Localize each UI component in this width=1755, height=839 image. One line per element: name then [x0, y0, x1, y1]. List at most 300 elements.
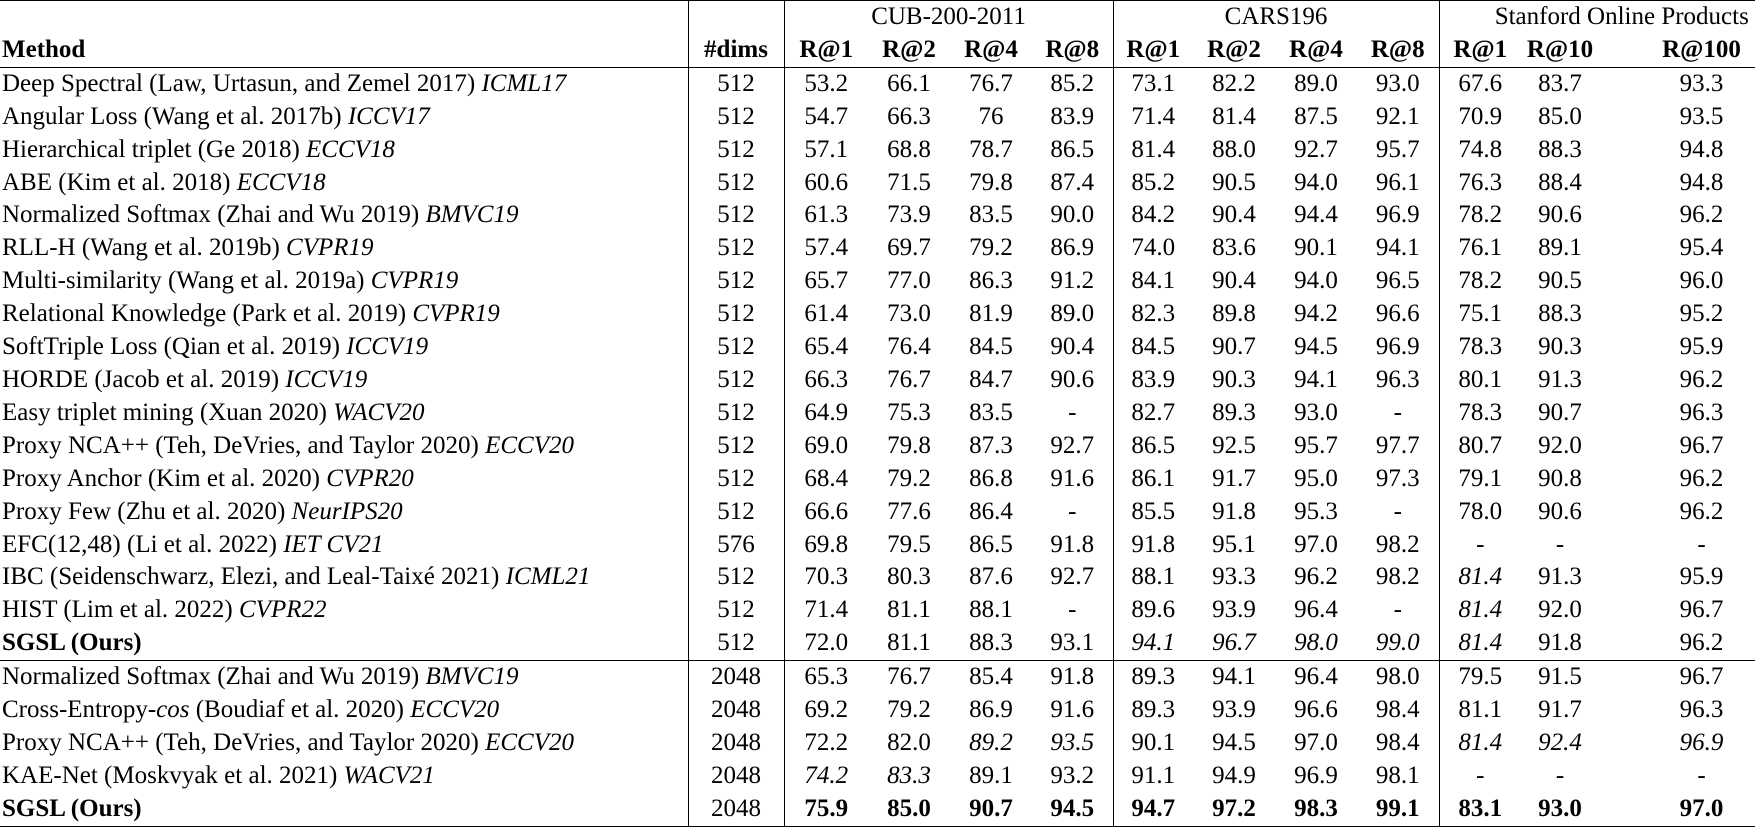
metric-cell: 96.2	[1294, 563, 1338, 591]
method-venue: ECCV18	[306, 135, 395, 163]
metric-cell: 95.9	[1679, 333, 1724, 361]
metric-cell: 83.9	[1113, 364, 1193, 397]
metric-cell: -	[1068, 398, 1077, 426]
metric-cell: 95.3	[1294, 497, 1338, 525]
metric-cell: 95.1	[1212, 530, 1256, 558]
metric-cell: 96.0	[1679, 267, 1724, 295]
method-venue: ICCV19	[346, 333, 429, 361]
metric-cell: 88.3	[1538, 300, 1582, 328]
metric-cell: 92.4	[1538, 728, 1582, 756]
method-name: SGSL (Ours)	[2, 794, 142, 822]
metric-cell: 98.4	[1375, 696, 1420, 724]
column-header-sop-r10: R@10	[1521, 34, 1599, 67]
method-cell	[0, 397, 688, 430]
method-cell	[0, 694, 688, 727]
metric-cell: -	[1393, 596, 1402, 624]
metric-cell: 83.9	[1050, 102, 1095, 130]
metric-cell: 90.4	[1212, 201, 1256, 229]
table-row	[0, 265, 1755, 298]
metric-cell: 91.6	[1050, 696, 1095, 724]
metric-cell: 92.7	[1050, 563, 1095, 591]
method-cell	[0, 627, 688, 660]
method-name: RLL-H (Wang et al. 2019b)	[2, 234, 280, 262]
metric-cell: 83.1	[1439, 793, 1521, 826]
metric-cell: 96.3	[1679, 696, 1724, 724]
method-venue: WACV20	[333, 398, 425, 426]
metric-cell: 81.4	[1113, 134, 1193, 167]
metric-cell: 78.7	[969, 135, 1013, 163]
metric-cell: 96.3	[1375, 365, 1420, 393]
method-cell	[0, 793, 688, 826]
metric-cell: 94.0	[1294, 267, 1338, 295]
metric-cell: 73.9	[887, 201, 931, 229]
metric-cell: 94.1	[1294, 365, 1338, 393]
column-header-method: Method	[0, 34, 688, 67]
metric-cell: 95.7	[1294, 431, 1338, 459]
metric-cell: 95.4	[1679, 234, 1724, 262]
metric-cell: 83.7	[1538, 69, 1582, 97]
metric-cell: 85.4	[950, 661, 1032, 694]
metric-cell: 92.0	[1538, 431, 1582, 459]
metric-cell: 96.9	[1679, 728, 1724, 756]
method-name: Normalized Softmax (Zhai and Wu 2019)	[2, 663, 420, 691]
method-name: KAE-Net (Moskvyak et al. 2021)	[2, 761, 338, 789]
metric-cell: 84.5	[969, 333, 1013, 361]
metric-cell: 81.9	[969, 300, 1013, 328]
metric-cell: 88.1	[969, 596, 1013, 624]
metric-cell: 98.1	[1375, 761, 1420, 789]
metric-cell: 91.6	[1050, 464, 1095, 492]
metric-cell: 64.9	[784, 397, 868, 430]
method-venue: ECCV20	[485, 431, 574, 459]
metric-cell: 95.0	[1294, 464, 1338, 492]
table-row	[0, 496, 1755, 529]
method-venue: IET CV21	[283, 530, 384, 558]
metric-cell: 83.5	[969, 201, 1013, 229]
column-header-dims: #dims	[688, 34, 784, 67]
metric-cell: 70.3	[784, 561, 868, 594]
method-cell	[0, 760, 688, 793]
metric-cell: 53.2	[784, 67, 868, 100]
metric-cell: 89.2	[969, 728, 1013, 756]
metric-cell: 57.4	[784, 232, 868, 265]
method-cell	[0, 134, 688, 167]
metric-cell: 76.3	[1439, 167, 1521, 200]
metric-cell: 89.3	[1113, 661, 1193, 694]
method-name: SGSL (Ours)	[2, 629, 142, 657]
table-row	[0, 463, 1755, 496]
metric-cell: 86.9	[1050, 234, 1095, 262]
metric-cell: 95.2	[1679, 300, 1724, 328]
metric-cell: 92.1	[1375, 102, 1420, 130]
dims-cell: 2048	[688, 760, 784, 793]
metric-cell: 77.0	[887, 267, 931, 295]
dims-cell: 512	[688, 627, 784, 660]
method-name: Angular Loss (Wang et al. 2017b)	[2, 102, 342, 130]
metric-cell: 88.4	[1538, 168, 1582, 196]
metric-cell: 93.5	[1679, 102, 1724, 130]
method-name: Deep Spectral (Law, Urtasun, and Zemel 2017)	[2, 69, 476, 97]
metric-cell: 65.3	[784, 661, 868, 694]
column-header-cars-r1: R@1	[1113, 34, 1193, 67]
method-venue: BMVC19	[425, 201, 519, 229]
column-header-row	[0, 34, 1755, 67]
metric-cell: 90.4	[1212, 267, 1256, 295]
metric-cell: 94.1	[1193, 661, 1275, 694]
metric-cell: 83.5	[969, 398, 1013, 426]
group-header-row	[0, 1, 1755, 34]
table-row	[0, 694, 1755, 727]
metric-cell: 96.9	[1375, 333, 1420, 361]
method-venue: CVPR20	[326, 464, 414, 492]
method-name: SoftTriple Loss (Qian et al. 2019)	[2, 333, 340, 361]
metric-cell: 78.0	[1439, 496, 1521, 529]
metric-cell: 86.5	[1113, 430, 1193, 463]
dims-cell: 512	[688, 199, 784, 232]
metric-cell: 82.0	[887, 728, 931, 756]
metric-cell: 74.8	[1439, 134, 1521, 167]
metric-cell: 96.4	[1294, 596, 1338, 624]
dims-cell: 2048	[688, 793, 784, 826]
metric-cell: 96.7	[1599, 661, 1755, 694]
metric-cell: 86.3	[969, 267, 1013, 295]
table-row	[0, 199, 1755, 232]
method-cell	[0, 298, 688, 331]
method-name: Proxy Anchor (Kim et al. 2020)	[2, 464, 321, 492]
metric-cell: 96.9	[1375, 201, 1420, 229]
metric-cell: 71.4	[784, 594, 868, 627]
metric-cell: 86.5	[969, 530, 1013, 558]
metric-cell: 93.9	[1212, 696, 1256, 724]
metric-cell: 79.1	[1439, 463, 1521, 496]
table-row	[0, 364, 1755, 397]
metric-cell: 66.6	[784, 496, 868, 529]
metric-cell: 92.7	[1050, 431, 1095, 459]
column-header-sop-r100: R@100	[1599, 34, 1755, 67]
metric-cell: 82.3	[1113, 298, 1193, 331]
method-cell	[0, 199, 688, 232]
metric-cell: 97.0	[1599, 793, 1755, 826]
method-cell	[0, 463, 688, 496]
metric-cell: 75.1	[1439, 298, 1521, 331]
group-header-cub: CUB-200-2011	[784, 1, 1113, 34]
metric-cell: 93.0	[1521, 793, 1599, 826]
metric-cell: 87.6	[969, 563, 1013, 591]
dims-cell: 2048	[688, 727, 784, 760]
metric-cell: 90.6	[1538, 497, 1582, 525]
method-cell	[0, 101, 688, 134]
metric-cell: 86.4	[969, 497, 1013, 525]
metric-cell: 89.0	[1050, 300, 1095, 328]
metric-cell: 96.7	[1679, 431, 1724, 459]
metric-cell: 81.4	[1439, 627, 1521, 660]
metric-cell: 91.3	[1538, 365, 1582, 393]
table-row	[0, 167, 1755, 200]
metric-cell: 79.2	[887, 464, 931, 492]
metric-cell: 82.7	[1113, 397, 1193, 430]
metric-cell: 84.2	[1113, 199, 1193, 232]
metric-cell: 89.3	[1212, 398, 1256, 426]
results-table-body	[0, 67, 1755, 826]
metric-cell: 72.2	[784, 727, 868, 760]
table-row	[0, 298, 1755, 331]
metric-cell: 81.1	[1439, 694, 1521, 727]
metric-cell: 91.8	[1538, 629, 1582, 657]
metric-cell: 85.5	[1113, 496, 1193, 529]
metric-cell: 65.7	[784, 265, 868, 298]
table-row	[0, 727, 1755, 760]
method-venue: ECCV18	[236, 168, 326, 196]
metric-cell: 99.1	[1357, 793, 1439, 826]
metric-cell: -	[1555, 761, 1565, 789]
metric-cell: 90.5	[1538, 267, 1582, 295]
metric-cell: 96.6	[1375, 300, 1420, 328]
metric-cell: 91.8	[1212, 497, 1256, 525]
column-header-cars-r8: R@8	[1357, 34, 1439, 67]
metric-cell: 96.2	[1679, 629, 1724, 657]
metric-cell: 76.4	[887, 333, 931, 361]
metric-cell: 90.7	[1538, 398, 1582, 426]
method-name: Proxy NCA++ (Teh, DeVries, and Taylor 2020)	[2, 728, 479, 756]
metric-cell: 94.5	[1212, 728, 1256, 756]
table-row	[0, 232, 1755, 265]
table-row	[0, 430, 1755, 463]
metric-cell: 69.8	[784, 529, 868, 562]
metric-cell: 79.2	[969, 234, 1013, 262]
method-cell	[0, 364, 688, 397]
metric-cell: 88.0	[1212, 135, 1256, 163]
metric-cell: 66.1	[887, 69, 931, 97]
method-cell	[0, 727, 688, 760]
metric-cell: 85.0	[1538, 102, 1582, 130]
metric-cell: 75.9	[784, 793, 868, 826]
method-venue: ICML21	[505, 563, 591, 591]
metric-cell: 95.7	[1375, 135, 1420, 163]
column-header-cub-r8: R@8	[1032, 34, 1113, 67]
metric-cell: 89.0	[1294, 69, 1338, 97]
metric-cell: 97.0	[1294, 530, 1338, 558]
metric-cell: 69.2	[784, 694, 868, 727]
metric-cell: 91.8	[1113, 529, 1193, 562]
metric-cell: 97.0	[1294, 728, 1338, 756]
method-cell	[0, 594, 688, 627]
metric-cell: 61.3	[784, 199, 868, 232]
dims-cell: 512	[688, 265, 784, 298]
metric-cell: 95.9	[1679, 563, 1724, 591]
metric-cell: 71.4	[1113, 101, 1193, 134]
metric-cell: 90.3	[1538, 333, 1582, 361]
metric-cell: 94.4	[1294, 201, 1338, 229]
metric-cell: 81.4	[1439, 594, 1521, 627]
metric-cell: 93.9	[1212, 596, 1256, 624]
metric-cell: 80.3	[887, 563, 931, 591]
group-header-sop: Stanford Online Products	[1439, 1, 1755, 34]
metric-cell: 90.7	[1212, 333, 1256, 361]
metric-cell: 98.0	[1357, 661, 1439, 694]
metric-cell: 92.5	[1212, 431, 1256, 459]
metric-cell: 91.3	[1538, 563, 1582, 591]
column-header-sop-r1: R@1	[1439, 34, 1521, 67]
metric-cell: 96.7	[1212, 629, 1256, 657]
group-header-cars: CARS196	[1113, 1, 1439, 34]
metric-cell: 77.6	[887, 497, 931, 525]
metric-cell: 79.2	[887, 696, 931, 724]
method-venue: CVPR19	[370, 267, 459, 295]
dims-cell: 2048	[688, 661, 784, 694]
metric-cell: 98.4	[1375, 728, 1420, 756]
metric-cell: 84.1	[1113, 265, 1193, 298]
metric-cell: 96.2	[1679, 497, 1724, 525]
table-row	[0, 101, 1755, 134]
metric-cell: 76.7	[887, 365, 931, 393]
dims-cell: 512	[688, 298, 784, 331]
method-venue: ECCV20	[410, 696, 500, 724]
metric-cell: 89.1	[1538, 234, 1582, 262]
method-cell	[0, 331, 688, 364]
method-cell	[0, 167, 688, 200]
method-venue: ICCV17	[347, 102, 430, 130]
metric-cell: 85.2	[1113, 167, 1193, 200]
metric-cell: 74.2	[784, 760, 868, 793]
metric-cell: 89.6	[1113, 594, 1193, 627]
metric-cell: 79.5	[1439, 661, 1521, 694]
metric-cell: 88.3	[969, 629, 1013, 657]
metric-cell: 91.8	[1050, 530, 1095, 558]
metric-cell: 69.7	[887, 234, 931, 262]
metric-cell: -	[1697, 530, 1706, 558]
method-name: Proxy NCA++ (Teh, DeVries, and Taylor 2020)	[2, 431, 479, 459]
method-cell	[0, 661, 688, 694]
metric-cell: 75.3	[887, 398, 931, 426]
metric-cell: 94.2	[1294, 300, 1338, 328]
metric-cell: 97.3	[1375, 464, 1420, 492]
dims-cell: 512	[688, 496, 784, 529]
metric-cell: -	[1393, 398, 1402, 426]
metric-cell: 94.8	[1679, 135, 1724, 163]
metric-cell: 98.0	[1294, 629, 1338, 657]
table-row	[0, 331, 1755, 364]
metric-cell: 93.0	[1294, 398, 1338, 426]
method-cell	[0, 561, 688, 594]
metric-cell: 91.7	[1538, 696, 1582, 724]
dims-cell: 512	[688, 134, 784, 167]
metric-cell: 74.0	[1113, 232, 1193, 265]
metric-cell: 71.5	[887, 168, 931, 196]
table-row	[0, 793, 1755, 826]
metric-cell: 96.4	[1275, 661, 1357, 694]
dims-cell: 512	[688, 430, 784, 463]
metric-cell: -	[1555, 530, 1565, 558]
metric-cell: 78.2	[1439, 199, 1521, 232]
metric-cell: 73.0	[887, 300, 931, 328]
metric-cell: 93.0	[1375, 69, 1420, 97]
metric-cell: 57.1	[784, 134, 868, 167]
metric-cell: 85.0	[868, 793, 950, 826]
metric-cell: 61.4	[784, 298, 868, 331]
metric-cell: 93.2	[1050, 761, 1095, 789]
table-row	[0, 627, 1755, 660]
method-venue: CVPR22	[239, 596, 327, 624]
method-venue: BMVC19	[425, 663, 519, 691]
table-row	[0, 561, 1755, 594]
metric-cell: 81.4	[1439, 727, 1521, 760]
table-row	[0, 397, 1755, 430]
metric-cell: 96.2	[1679, 464, 1724, 492]
table-row	[0, 67, 1755, 100]
metric-cell: 65.4	[784, 331, 868, 364]
method-name: ABE (Kim et al. 2018)	[2, 168, 231, 196]
metric-cell: 98.3	[1275, 793, 1357, 826]
metric-cell: 69.0	[784, 430, 868, 463]
method-cell	[0, 496, 688, 529]
metric-cell: -	[1068, 497, 1077, 525]
metric-cell: 94.8	[1679, 168, 1724, 196]
metric-cell: 97.2	[1193, 793, 1275, 826]
metric-cell: 83.3	[887, 761, 931, 789]
dims-cell: 512	[688, 594, 784, 627]
method-venue: CVPR19	[286, 234, 374, 262]
method-cell	[0, 430, 688, 463]
column-header-cub-r2: R@2	[868, 34, 950, 67]
metric-cell: 90.7	[950, 793, 1032, 826]
metric-cell: 72.0	[784, 627, 868, 660]
metric-cell: 84.7	[969, 365, 1013, 393]
method-cell	[0, 265, 688, 298]
method-name: Easy triplet mining (Xuan 2020)	[2, 398, 327, 426]
metric-cell: 96.2	[1679, 201, 1724, 229]
method-name: HORDE (Jacob et al. 2019)	[2, 365, 280, 393]
method-venue: WACV21	[343, 761, 435, 789]
metric-cell: 90.1	[1113, 727, 1193, 760]
method-name-italic-part: cos	[156, 696, 190, 724]
dims-cell: 512	[688, 561, 784, 594]
metric-cell: 79.8	[969, 168, 1013, 196]
metric-cell: 96.5	[1375, 267, 1420, 295]
method-venue: CVPR19	[412, 300, 500, 328]
method-cell	[0, 529, 688, 562]
metric-cell: 85.2	[1050, 69, 1095, 97]
dims-cell: 576	[688, 529, 784, 562]
metric-cell: 80.7	[1439, 430, 1521, 463]
metric-cell: -	[1393, 497, 1402, 525]
dims-cell: 512	[688, 364, 784, 397]
metric-cell: 91.5	[1521, 661, 1599, 694]
metric-cell: 94.1	[1113, 627, 1193, 660]
metric-cell: 96.2	[1679, 365, 1724, 393]
table-row	[0, 760, 1755, 793]
metric-cell: 93.3	[1212, 563, 1256, 591]
metric-cell: 66.3	[784, 364, 868, 397]
metric-cell: 94.0	[1294, 168, 1338, 196]
metric-cell: 90.6	[1050, 365, 1095, 393]
group-header-empty-dims	[688, 1, 784, 34]
metric-cell: 91.2	[1050, 267, 1095, 295]
metric-cell: 81.4	[1212, 102, 1256, 130]
metric-cell: 68.8	[887, 135, 931, 163]
metric-cell: 90.5	[1212, 168, 1256, 196]
method-venue: ICCV19	[285, 365, 368, 393]
metric-cell: 76.7	[868, 661, 950, 694]
metric-cell: 79.8	[887, 431, 931, 459]
metric-cell: 94.5	[1032, 793, 1113, 826]
metric-cell: 92.0	[1538, 596, 1582, 624]
metric-cell: 98.2	[1375, 563, 1420, 591]
column-header-cars-r4: R@4	[1275, 34, 1357, 67]
metric-cell: 86.5	[1050, 135, 1095, 163]
method-venue: ECCV20	[485, 728, 574, 756]
column-header-cub-r4: R@4	[950, 34, 1032, 67]
column-header-cars-r2: R@2	[1193, 34, 1275, 67]
